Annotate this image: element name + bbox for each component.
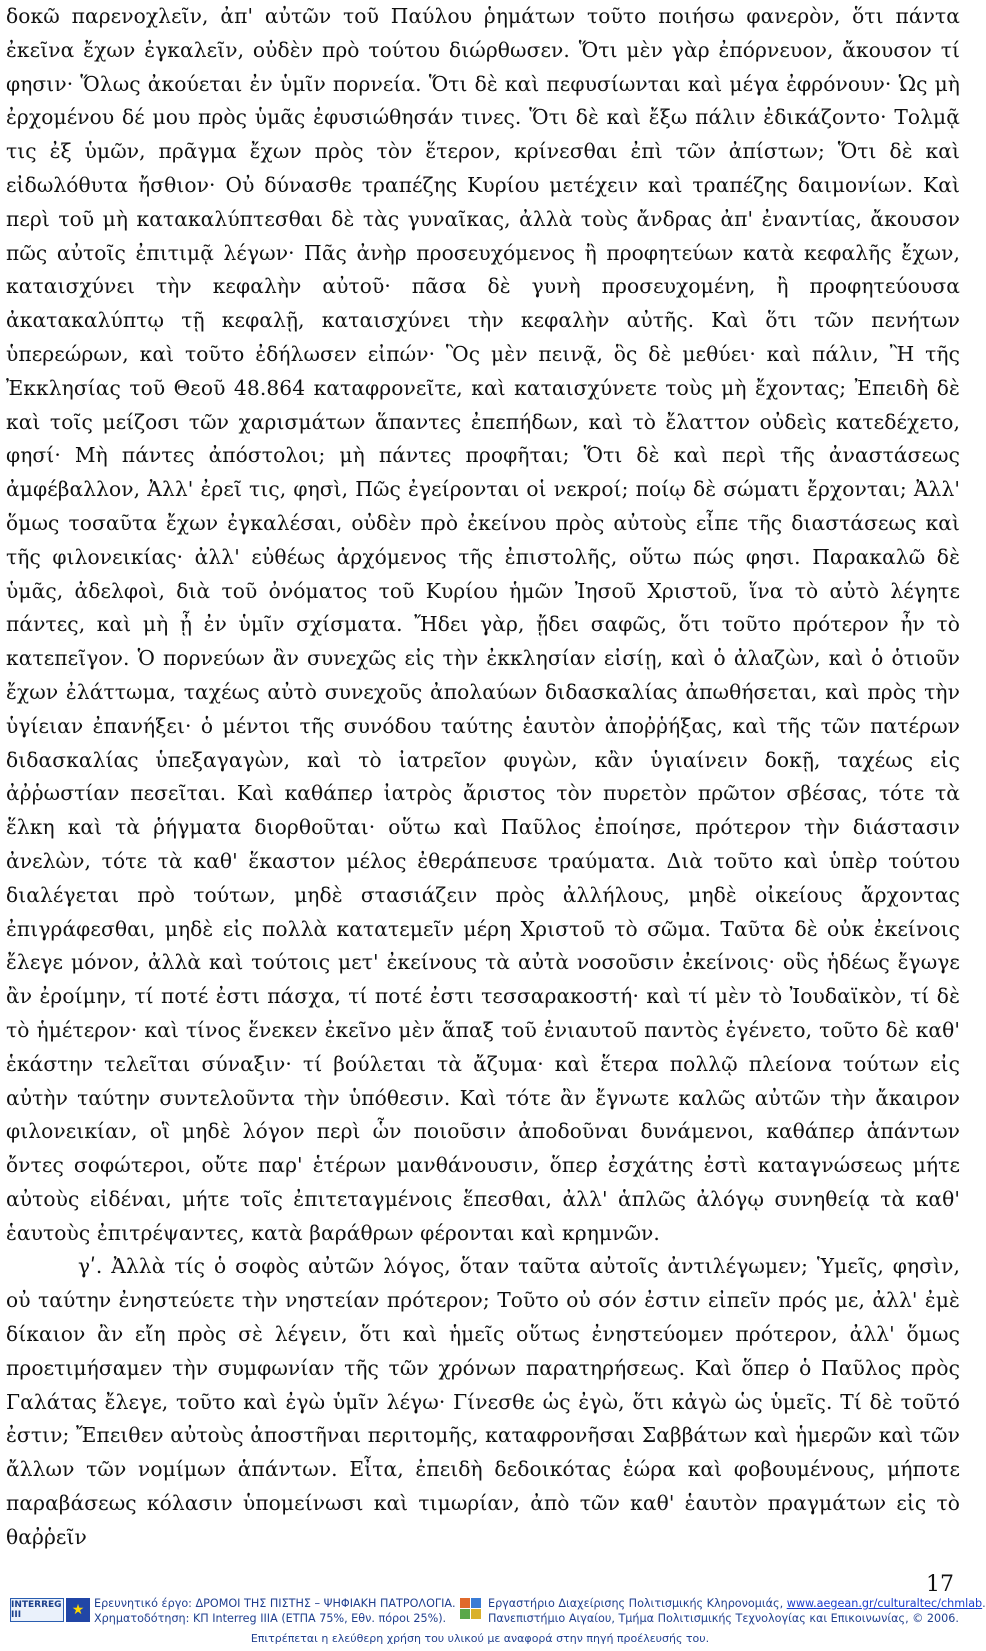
page-number: 17 [926,1572,954,1597]
footer-funding-line: Χρηματοδότηση: ΚΠ Interreg IIIA (ΕΤΠΑ 75%, Εθν. πόροι 25%). [94,1612,447,1625]
footer-lab-link[interactable]: www.aegean.gr/culturaltec/chmlab [786,1597,983,1610]
paragraph-section-3: γʹ. Ἀλλὰ τίς ὁ σοφὸς αὐτῶν λόγος, ὅταν ταῦτα αὐτοῖς ἀντιλέγωμεν; Ὑμεῖς, φησὶν, οὐ ταύτην ἐνηστεύετε τὴν νηστείαν πρότερον; Τοῦτο οὐ σόν ἐστιν εἰπεῖν πρός με, ἀλλ' ἐμὲ δίκαιον ἂν εἴη πρὸς σὲ λέγειν, ὅτι καὶ ἡμεῖς οὕτως ἐνηστεύομεν πρότερον, ἀλλ' ὅμως προετιμήσαμεν τὴν συμφωνίαν τῆς τῶν χρόνων παρατηρήσεως. Καὶ ὅπερ ὁ Παῦλος πρὸς Γαλάτας ἔλεγε, τοῦτο καὶ ἐγὼ ὑμῖν λέγω· Γίνεσθε ὡς ἐγὼ, ὅτι κἀγὼ ὡς ὑμεῖς. Τί δὲ τοῦτό ἐστιν; Ἔπειθεν αὐτοὺς ἀποστῆναι περιτομῆς, καταφρονῆσαι Σαββάτων καὶ ἡμερῶν καὶ τῶν ἄλλων τῶν νομίμων ἁπάντων. Εἶτα, ἐπειδὴ δεδοικότας ἑώρα καὶ φοβουμένους, μήποτε παραβάσεως κόλασιν ὑπομείνωσι καὶ τιμωρίαν, ἀπὸ τῶν καθ' ἑαυτὸν πραγμάτων εἰς τὸ θαῤῥεῖν [6,1254,960,1549]
footer-university-line: Πανεπιστήμιο Αιγαίου, Τμήμα Πολιτισμικής Τεχνολογίας και Επικοινωνίας, © 2006. [488,1612,959,1625]
interreg-logo-text: INTERREG III [11,1600,62,1620]
eu-flag-icon: ★ [66,1598,90,1622]
footer-lab-info [488,1596,986,1626]
interreg-logo [10,1598,64,1622]
lab-logo-icon [460,1598,482,1620]
footer-lab-name: Εργαστήριο Διαχείρισης Πολιτισμικής Κληρονομιάς, [488,1597,787,1610]
footer-license-line: Επιτρέπεται η ελεύθερη χρήση του υλικού με αναφορά στην πηγή προέλευσής του. [250,1632,710,1645]
page-footer [0,1594,986,1651]
footer-funding-info [94,1596,456,1626]
footer-lab-line-end: . [982,1597,986,1610]
footer-project-line: Ερευνητικό έργο: ΔΡΟΜΟΙ ΤΗΣ ΠΙΣΤΗΣ – ΨΗΦΙΑΚΗ ΠΑΤΡΟΛΟΓΙΑ. [94,1597,456,1610]
paragraph-1: δοκῶ παρενοχλεῖν, ἀπ' αὐτῶν τοῦ Παύλου ῥημάτων τοῦτο ποιήσω φανερὸν, ὅτι πάντα ἐκεῖνα ἔχων ἐγκαλεῖν, οὐδὲν πρὸ τούτου διώρθωσεν. Ὅτι μὲν γὰρ ἐπόρνευον, ἄκουσον τί φησιν· Ὅλως ἀκούεται ἐν ὑμῖν πορνεία. Ὅτι δὲ καὶ πεφυσίωνται καὶ μέγα ἐφρόνουν· Ὡς μὴ ἐρχομένου δέ μου πρὸς ὑμᾶς ἐφυσιώθησάν τινες. Ὅτι δὲ καὶ ἔξω πάλιν ἐδικάζοντο· Τολμᾷ τις ἐξ ὑμῶν, πρᾶγμα ἔχων πρὸς τὸν ἕτερον, κρίνεσθαι ἐπὶ τῶν ἀπίστων; Ὅτι δὲ καὶ εἰδωλόθυτα ἤσθιον· Οὐ δύνασθε τραπέζης Κυρίου μετέχειν καὶ τραπέζης δαιμονίων. Καὶ περὶ τοῦ μὴ κατακαλύπτεσθαι δὲ τὰς γυναῖκας, ἀλλὰ τοὺς ἄνδρας ἀπ' ἐναντίας, ἄκουσον πῶς αὐτοῖς ἐπιτιμᾷ λέγων· Πᾶς ἀνὴρ προσευχόμενος ἢ προφητεύων κατὰ κεφαλῆς ἔχων, καταισχύνει τὴν κεφαλὴν αὐτοῦ· πᾶσα δὲ γυνὴ προσευχομένη, ἢ προφητεύουσα ἀκατακαλύπτῳ τῇ κεφαλῇ, καταισχύνει τὴν κεφαλὴν αὐτῆς. Καὶ ὅτι τῶν πενήτων ὑπερεώρων, καὶ τοῦτο ἐδήλωσεν εἰπών· Ὃς μὲν πεινᾷ, ὃς δὲ μεθύει· καὶ πάλιν, Ἢ τῆς Ἐκκλησίας τοῦ Θεοῦ 48.864 καταφρονεῖτε, καὶ καταισχύνετε τοὺς μὴ ἔχοντας; Ἐπειδὴ δὲ καὶ τοῖς μείζοσι τῶν χαρισμάτων ἅπαντες ἐπεπήδων, καὶ τὸ ἔλαττον οὐδεὶς κατεδέχετο, φησί· Μὴ πάντες ἀπόστολοι; μὴ πάντες προφῆται; Ὅτι δὲ καὶ περὶ τῆς ἀναστάσεως ἀμφέβαλλον, Ἀλλ' ἐρεῖ τις, φησὶ, Πῶς ἐγείρονται οἱ νεκροί; ποίῳ δὲ σώματι ἔρχονται; Ἀλλ' ὅμως τοσαῦτα ἔχων ἐγκαλέσαι, οὐδὲν πρὸ ἐκείνου πρὸς αὐτοὺς εἶπε τῆς διαστάσεως καὶ τῆς φιλονεικίας· ἀλλ' εὐθέως ἀρχόμενος τῆς ἐπιστολῆς, οὕτω πώς φησι. Παρακαλῶ δὲ ὑμᾶς, ἀδελφοὶ, διὰ τοῦ ὀνόματος τοῦ Κυρίου ἡμῶν Ἰησοῦ Χριστοῦ, ἵνα τὸ αὐτὸ λέγητε πάντες, καὶ μὴ ᾖ ἐν ὑμῖν σχίσματα. Ἤδει γὰρ, ᾔδει σαφῶς, ὅτι τοῦτο πρότερον ἦν τὸ κατεπεῖγον. Ὁ πορνεύων ἂν συνεχῶς εἰς τὴν ἐκκλησίαν εἰσίῃ, καὶ ὁ ἀλαζὼν, καὶ ὁ ὁτιοῦν ἔχων ἐλάττωμα, ταχέως αὐτὸ συνεχοῦς ἀπολαύων διδασκαλίας ἀπωθήσεται, καὶ πρὸς τὴν ὑγίειαν ἐπανήξει· ὁ μέντοι τῆς συνόδου ταύτης ἑαυτὸν ἀποῤῥήξας, καὶ τῆς τῶν πατέρων διδασκαλίας ὑπεξαγαγὼν, καὶ τὸ ἰατρεῖον φυγὼν, κἂν ὑγιαίνειν δοκῇ, ταχέως εἰς ἀῤῥωστίαν πεσεῖται. Καὶ καθάπερ ἰατρὸς ἄριστος τὸν πυρετὸν πρῶτον σβέσας, τότε τὰ ἕλκη καὶ τὰ ῥήγματα διορθοῦται· οὕτω καὶ Παῦλος ἐποίησε, πρότερον τὴν διάστασιν ἀνελὼν, τότε τὰ καθ' ἕκαστον μέλος ἐθεράπευσε τραύματα. Διὰ τοῦτο καὶ ὑπὲρ τούτου διαλέγεται πρὸ τούτων, μηδὲ στασιάζειν πρὸς ἀλλήλους, μηδὲ οἰκείους ἄρχοντας ἐπιγράφεσθαι, μηδὲ εἰς πολλὰ κατατεμεῖν μέρη Χριστοῦ τὸ σῶμα. Ταῦτα δὲ οὐκ ἐκείνοις ἔλεγε μόνον, ἀλλὰ καὶ τούτοις μετ' ἐκείνους τὰ αὐτὰ νοσοῦσιν ἐκείνοις· οὓς ἡδέως ἔγωγε ἂν ἐροίμην, τί ποτέ ἐστι πάσχα, τί ποτέ ἐστι τεσσαρακοστή· καὶ τί μὲν τὸ Ἰουδαϊκὸν, τί δὲ τὸ ἡμέτερον· καὶ τίνος ἕνεκεν ἐκεῖνο μὲν ἅπαξ τοῦ ἐνιαυτοῦ παντὸς ἐγένετο, τοῦτο δὲ καθ' ἑκάστην τελεῖται σύναξιν· τί βούλεται τὰ ἄζυμα· καὶ ἕτερα πολλῷ πλείονα τούτων εἰς αὐτὴν ταύτην συντελοῦντα τὴν ὑπόθεσιν. Καὶ τότε ἂν ἔγνωτε καλῶς αὐτῶν τὴν ἄκαιρον φιλονεικίαν, οἳ μηδὲ λόγον περὶ ὧν ποιοῦσιν ἀποδοῦναι δυνάμενοι, καθάπερ ἁπάντων ὄντες σοφώτεροι, οὔτε παρ' ἑτέρων μανθάνουσιν, ὅπερ ἐσχάτης ἐστὶ καταγνώσεως μήτε αὐτοὺς εἰδέναι, μήτε τοῖς ἐπιτεταγμένοις ἕπεσθαι, ἀλλ' ἁπλῶς ἀλόγῳ συνηθείᾳ τὰ καθ' ἑαυτοὺς ἐπιτρέψαντες, κατὰ βαράθρων φέρονται καὶ κρημνῶν. [6,4,960,1245]
document-body [6,0,960,1575]
footer-lab-line [488,1596,986,1611]
